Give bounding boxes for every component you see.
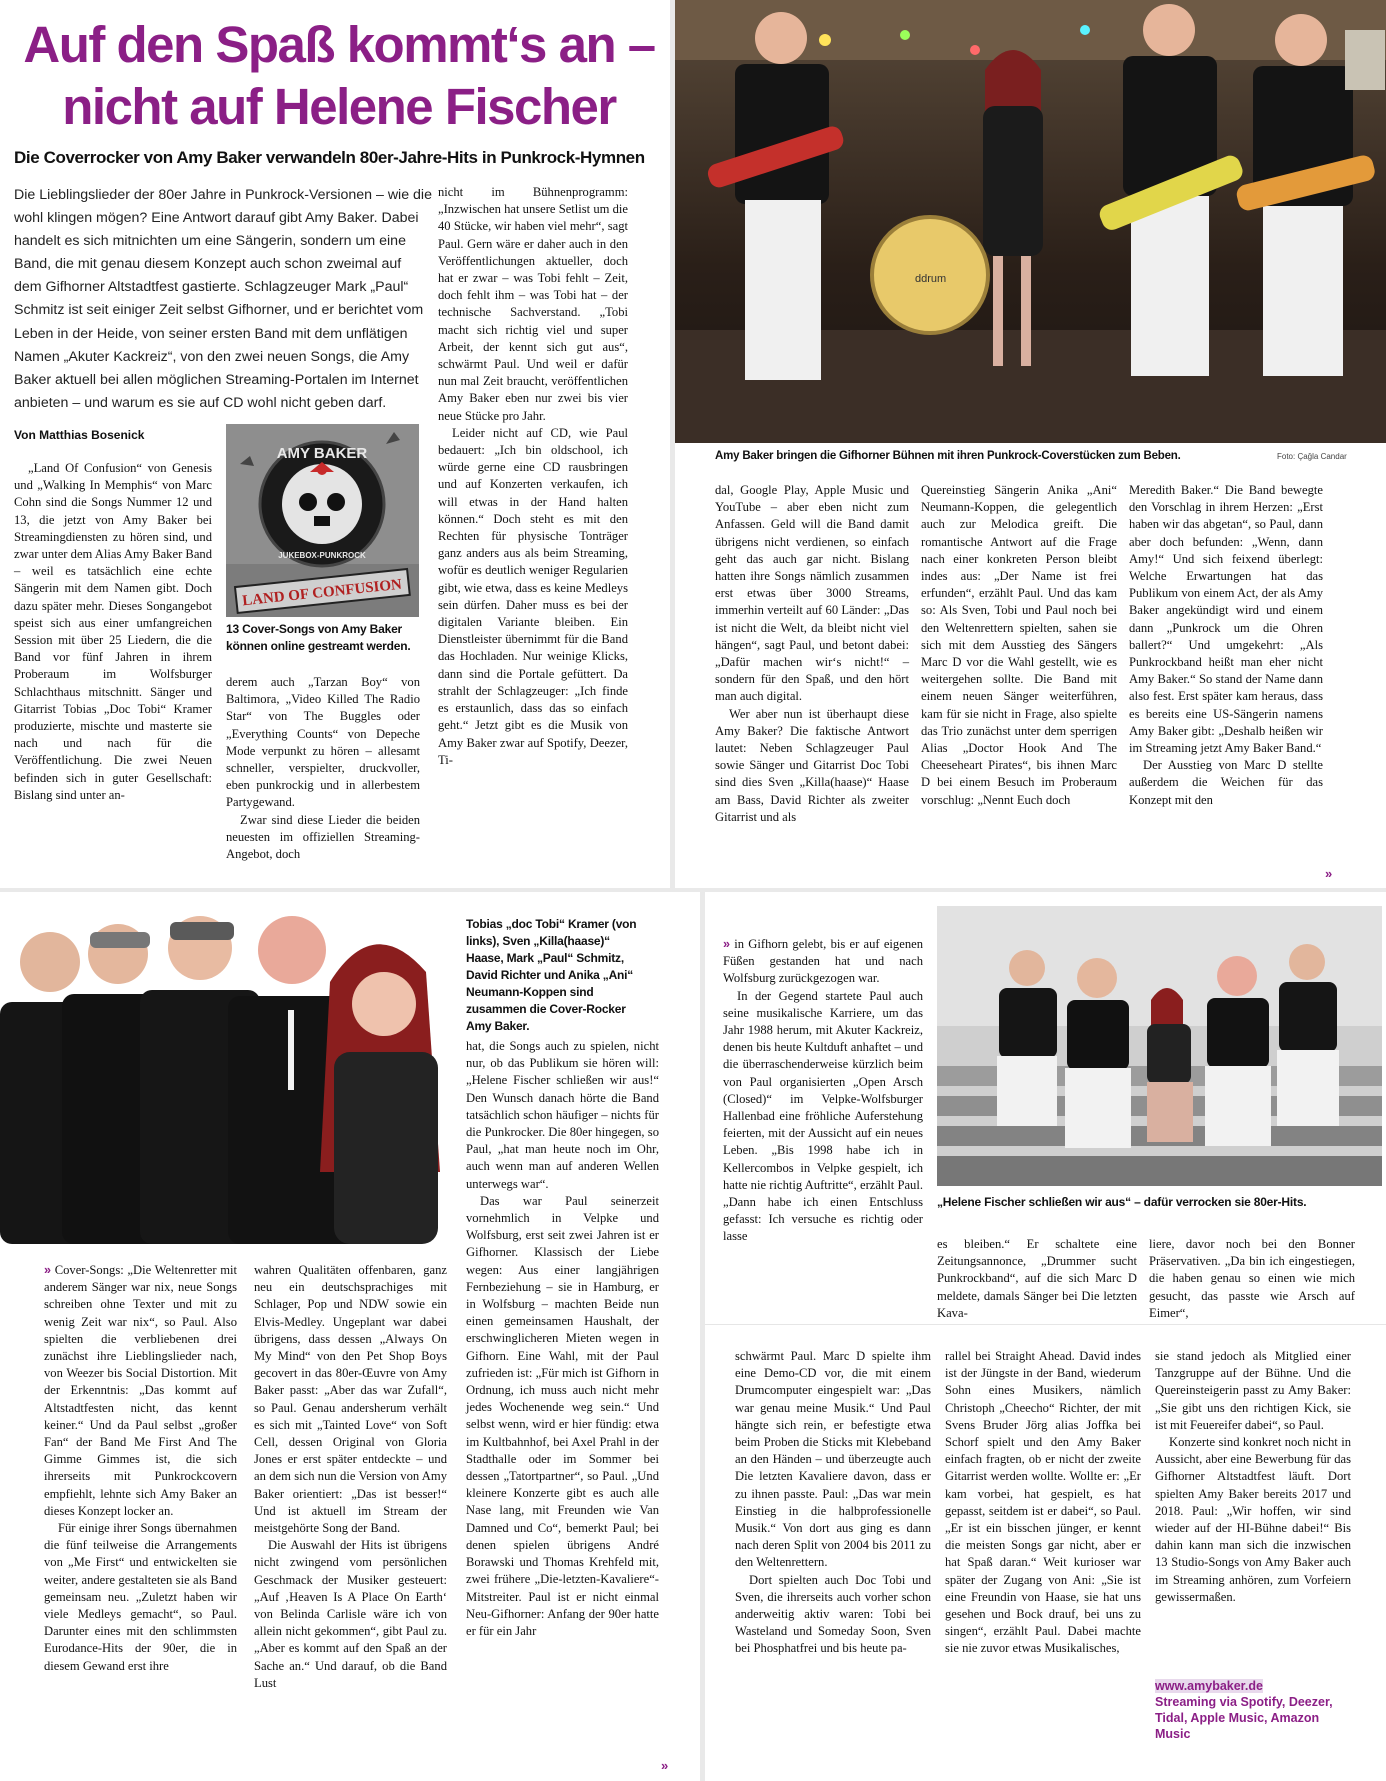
concert-photo-caption: Amy Baker bringen die Gifhorner Bühnen mit ihren Punkrock-Coverstücken zum Beben. <box>715 450 1181 462</box>
album-band-text: AMY BAKER <box>276 445 368 462</box>
paragraph: schwärmt Paul. Marc D spielte ihm eine Demo-CD vor, die mit einem Drumcomputer eingespielt war: „Das war genau meine Musik.“ Und Paul hängte sich rein, er befestigte etwa beim Proben die Sticks mit Klebeband an den Händen – und überzeugte auch Die letzten Kavaliere davon, dass er zu ihnen passte. Paul: „Das war mein Einstieg in die halbprofessionelle Musik.“ Von dort aus ging es dann nach deren Split von 2004 bis 2011 zu den Weltenrettern. <box>735 1349 931 1570</box>
paragraph: nicht im Bühnenprogramm: „Inzwischen hat unsere Setlist um die 40 Stücke, wir haben viel mehr“, sagt Paul. Gern wäre er daher auch in den Veröffentlichungen aktueller, doch hat er zwar – was Tobi fehlt – Zeit, doch fehlt ihm – was Tobi hat – der technische Sachverstand. „Tobi macht sich richtig viel und super Arbeit, der kennt sich gut aus“, schwärmt Paul. Und weil er dafür nun mal Zeit braucht, veröffentlichen Amy Baker eben nur zwei bis vier neue Stücke pro Jahr. <box>438 185 628 423</box>
paragraph: wahren Qualitäten offenbaren, ganz neu ein deutschsprachiges mit Schlager, Pop und NDW sowie ein Elvis-Medley. Ungeplant war dabei übrigens, dass dessen „Always On My Mind“ von den Pet Shop Boys gecovert in das 80er-Œuvre von Amy Baker passt: „Aber das war Zufall“, so Paul. Genau andersherum verhält es sich mit „Tainted Love“ von Soft Cell, dessen Original von Gloria Jones er erst später entdeckte – und an dem sich nun die Version von Amy Baker orientiert: „Das ist besser!“ Und ist aktuell im Stream der meistgehörte Song der Band. <box>254 1263 447 1536</box>
p4-column-2 <box>937 1236 1137 1320</box>
website-link[interactable]: www.amybaker.de <box>1155 1679 1263 1693</box>
p4-column-3 <box>1149 1236 1355 1320</box>
band-stairs-photo <box>937 906 1382 1186</box>
band-portrait-caption: Tobias „doc Tobi“ Kramer (von links), Sven „Killa(haase)“ Haase, Mark „Paul“ Schmitz, David Richter und Anika „Ani“ Neumann-Koppen sind zusammen die Cover-Rocker Amy Baker. <box>466 917 637 1033</box>
start-arrow: » <box>44 1263 52 1277</box>
photo-credit: Foto: Çağla Candar <box>1277 452 1347 461</box>
album-cover-image <box>226 424 419 617</box>
p4-column-4 <box>735 1348 931 1781</box>
paragraph: Konzerte sind konkret noch nicht in Aussicht, aber eine Bewerbung für das Gifhorner Altstadtfest läuft. Dort spielten Amy Baker bereits 2017 und 2018. Paul: „Wir hoffen, wir sind wieder auf der HI-Bühne dabei!“ Bis dahin kann man sich die inzwischen 13 Studio-Songs von Amy Baker auch im Streaming anhören, zum Vorfeiern gewissermaßen. <box>1155 1435 1351 1604</box>
headline <box>14 14 664 138</box>
concert-photo <box>675 0 1386 443</box>
p2-column-3 <box>1129 482 1323 888</box>
paragraph <box>723 936 923 988</box>
start-arrow: » <box>723 937 731 951</box>
album-caption: 13 Cover-Songs von Amy Baker können online gestreamt werden. <box>226 622 411 653</box>
paragraph: Für einige ihrer Songs übernahmen die fünf teilweise die Arrangements von „Me First“ und entwickelten sie weiter, andere gestalteten sie als Band gemeinsam neu. „Zuletzt haben wir viele Medleys gemacht“, so Paul. Darunter eines mit den schlimmsten Eurodance-Hits der 90er, die in diesem Gewand erst ihre <box>44 1521 237 1673</box>
paragraph: In der Gegend startete Paul auch seine musikalische Karriere, um das Jahr 1988 herum, mit Akuter Kackreiz, denen bis heute Kultduft anhaftet – und die überraschenderweise kürzlich beim von Paul organisierten „Open Arsch (Closed)“ im Velpke-Wolfsburger Hallenbad eine fröhliche Auferstehung feierten, mit der Aussicht auf ein neues Leben. „Bis 1998 habe ich in Kellercombos in Velpke gespielt, ich hatte nie richtig Auftritte“, erzählt Paul. „Dann habe ich einen Entschluss gefasst: Ich versuche es richtig oder lasse <box>723 988 923 1244</box>
p2-column-2 <box>921 482 1117 888</box>
concert-photo-graphic <box>675 0 1386 443</box>
p4-column-6 <box>1155 1348 1351 1674</box>
continue-arrow: » <box>661 1758 669 1773</box>
paragraph: Leider nicht auf CD, wie Paul bedauert: „Ich bin oldschool, ich würde gerne eine CD rausbringen und auf Konzerten verkaufen, ich will etwas in der Hand halten können.“ Doch steht es mit den Rechten für physische Tonträger ganz anders aus als beim Streaming, wofür es deutlich weniger Regularien gibt, wie etwa, dass es keine Medleys sein dürfen. Daher muss es bei der digitalen Variante bleiben. Ein Dienstleister übernimmt für die Band das Hochladen. Nur weinige Klicks, dann sind die Portale gefüttert. Da strahlt der Schlagzeuger: „Ich finde es erstaunlich, dass das so einfach geht.“ Jetzt gibt es die Musik von Amy Baker zwar auf Spotify, Deezer, Ti- <box>438 425 628 767</box>
headline-line-1: Auf den Spaß kommt‘s an – <box>23 16 655 73</box>
headline-line-2: nicht auf Helene Fischer <box>62 78 616 135</box>
p3-column-3 <box>466 1038 659 1781</box>
paragraph: Quereinstieg Sängerin Anika „Ani“ Neumann-Koppen, die gelegentlich auch zur Melodica greift. Die romantische Antwort auf die Frage nach einer konkreten Person bleibt indes aus: „Der Name ist frei erfunden“, erzählt Paul. Und das kam so: Als Sven, Tobi und Paul noch bei den Weltenrettern spielten, sahen sie sich mit dem Ausstieg des Sängers Marc D vor die Wahl gestellt, wie es weitergehen sollte. Die Band mit einem neuen Sänger weiterführen, kam für sie nicht in Frage, also spielte das Trio zunächst unter dem sperrigen Alias „Doctor Hook And The Cheeseheart Pirates“, bis ihnen Marc D bei einem Besuch im Proberaum vorschlug: „Nennt Euch doch <box>921 483 1117 807</box>
continue-arrow: » <box>1325 866 1333 881</box>
weblink-box <box>1155 1678 1355 1742</box>
paragraph: Der Ausstieg von Marc D stellte außerdem die Weichen für das Konzept mit den <box>1129 758 1323 807</box>
paragraph: Die Auswahl der Hits ist übrigens nicht zwingend vom persönlichen Geschmack der Musiker gesteuert: „Auf ‚Heaven Is A Place On Earth‘ von Belinda Carlisle wäre ich von allein nicht gekommen“, gibt Paul zu. „Aber es kommt auf den Spaß an der Sache an.“ Und darauf, ob die Band Lust <box>254 1538 447 1690</box>
paragraph: Das war Paul seinerzeit vornehmlich in Velpke und Wolfsburg, erst seit zwei Jahren ist er Gifhorner. Klassisch der Liebe wegen: Aus einer langjährigen Fernbeziehung – sie in Hamburg, er in Wolfsburg – machten Beide nun einen gemeinsamen Haushalt, der erschwinglicheren Mieten wegen in Gifhorn. Eine Wahl, mit der Paul zufrieden ist: „Für mich ist Gifhorn in Ordnung, ich muss auch nicht mehr jedes Wochenende weg sein.“ Und selbst wenn, wird er hier fündig: etwa im Kultbahnhof, bei Axel Prahl in der Stadthalle oder im Sommer bei dessen „Tatortpartner“, so Paul. „Und kleinere Konzerte gibt es auch alle Nase lang, mit Freunden wie Van Damned und Co“, bemerkt Paul; bei denen spielen übrigens André Borawski und Thomas Krehfeld mit, zwei frühere „Die-letzten-Kavaliere“-Mitstreiter. Paul ist er nicht einmal Neu-Gifhorner: Anfang der 90er hatte er für ein Jahr <box>466 1193 659 1638</box>
paragraph: es bleiben.“ Er schaltete eine Zeitungsannonce, „Drummer sucht Punkrockband“, auf die sich Marc D meldete, damals Sänger bei Die letzten Kava- <box>937 1237 1137 1320</box>
paragraph: hat, die Songs auch zu spielen, nicht nur, ob das Publikum sie hören will: „Helene Fischer schließen wir aus!“ Den Wunsch danach hörte die Band tatsächlich schon häufiger – nichts für die Punkrocker. Die 80er hingegen, so Paul, „hat man heute noch im Ohr, auch wenn man auf anderen Wellen unterwegs war“. <box>466 1039 659 1191</box>
p3-column-2 <box>254 1262 447 1781</box>
album-subtitle-text: JUKEBOX-PUNKROCK <box>278 551 366 560</box>
paragraph: rallel bei Straight Ahead. David indes ist der Jüngste in der Band, wiederum Sohn eines Musikers, nämlich Christoph „Cheecho“ Richter, der mit Svens Bruder Jörg alias Joffka bei Schorf spielt und den Amy Baker einfach fragten, ob er nicht der zweite Gitarrist werden wollte. Wollte er: „Er kam vorbei, hat gespielt, es hat gepasst, seitdem ist er dabei“, so Paul. „Er ist ein bisschen jünger, er kennt die meisten Songs gar nicht, aber er hat Spaß daran.“ Weit kurioser war später der Zugang von Ani: „Sie ist eine Freundin von Haase, sie hat uns gesehen und Bock drauf, bei uns zu singen“, erzählt Paul. Dabei machte sie nie zuvor etwas Musikalisches, <box>945 1349 1141 1656</box>
p1-column-1 <box>14 460 212 886</box>
paragraph-text: in Gifhorn gelebt, bis er auf eigenen Füßen gestanden hat und nach Wolfsburg zurückgezogen war. <box>723 937 923 986</box>
page-top-right <box>675 0 1386 888</box>
paragraph: „Land Of Confusion“ von Genesis und „Walking In Memphis“ von Marc Cohn sind die Songs Nummer 12 und 13, die jetzt von Amy Baker bei Streamingdiensten zu hören sind, und zwar unter dem Alias Amy Baker Band – weil es tatsächlich eine echte Sängerin mit dem Namen gibt. Doch dazu später mehr. Dieses Songangebot speist sich aus einer umfangreichen Session mit über 25 Liedern, die die Band vor fünf Jahren in ihrem Proberaum im Wolfsburger Schlachthaus mitschnitt. Sänger und Gitarrist Tobias „Doc Tobi“ Kramer produzierte, mischte und masterte sie nach und nach für die Veröffentlichung. Die zwei Neuen befinden sich in guter Gesellschaft: Bislang sind unter an- <box>14 461 212 802</box>
member-5 <box>320 944 440 1244</box>
page-top-left <box>0 0 670 888</box>
p2-column-1 <box>715 482 909 888</box>
paragraph: liere, davor noch bei den Bonner Präservativen. „Da bin ich eingestiegen, die haben genau so einen wie mich gesucht, das passte wie Arsch auf Eimer“, <box>1149 1237 1355 1320</box>
divider <box>705 1324 1386 1325</box>
p1-column-3 <box>438 184 628 886</box>
byline: Von Matthias Bosenick <box>14 428 145 442</box>
drum-logo-text: ddrum <box>915 273 947 285</box>
paragraph: dal, Google Play, Apple Music und YouTube – aber eben nicht zum Anfassen. Geld will die Band damit übrigens nicht verdienen, so einfach geht das auch gar nicht. Bislang hatten ihre Songs nämlich zusammen erst etwas über 3000 Streams, immerhin verteilt auf 60 Länder: „Das ist nicht die Welt, da bleibt nicht viel hängen“, sagt Paul, und betont dabei: „Dafür machen wir‘s nicht!“ – sondern für den Spaß, und den hört man auch digital. <box>715 483 909 704</box>
band-portrait-graphic <box>0 892 448 1244</box>
paragraph: Zwar sind diese Lieder die beiden neuesten im offiziellen Streaming-Angebot, doch <box>226 812 420 862</box>
streaming-info: Streaming via Spotify, Deezer, Tidal, Apple Music, Amazon Music <box>1155 1695 1333 1741</box>
p4-column-5 <box>945 1348 1141 1781</box>
page-bottom-right <box>705 892 1386 1781</box>
intro-paragraph: Die Lieblingslieder der 80er Jahre in Punkrock-Versionen – wie die wohl klingen mögen? Eine Antwort darauf gibt Amy Baker. Dabei handelt es sich mitnichten um eine Sängerin, sondern um eine Band, die mit genau diesem Konzept auch schon zweimal auf dem Gifhorner Altstadtfest gastierte. Schlagzeuger Mark „Paul“ Schmitz ist seit einiger Zeit selbst Gifhorner, und er berichtet vom Leben in der Heide, von seiner ersten Band mit dem unflätigen Namen „Akuter Kackreiz“, von den zwei neuen Songs, die Amy Baker aktuell bei allen möglichen Streaming-Portalen im Internet anbieten – und warum es sie auf CD wohl nicht geben darf. <box>14 187 432 411</box>
paragraph: Dort spielten auch Doc Tobi und Sven, die ihrerseits auch vorher schon anderweitig aktiv waren: Tobi bei Wasteland und Someday Soon, Sven bei Phosphatfrei und bis heute pa- <box>735 1572 931 1656</box>
subheadline: Die Coverrocker von Amy Baker verwandeln 80er-Jahre-Hits in Punkrock-Hymnen <box>14 148 645 167</box>
paragraph: derem auch „Tarzan Boy“ von Baltimora, „Video Killed The Radio Star“ von The Buggles oder „Everything Counts“ von Depeche Mode verpunkt zu hören – allesamt schneller, verspielter, druckvoller, eben punkrockig und in allerbestem Partygewand. <box>226 675 420 810</box>
p4-column-1 <box>723 936 923 1244</box>
page-bottom-left <box>0 892 700 1781</box>
paragraph: Meredith Baker.“ Die Band bewegte den Vorschlag in ihrem Herzen: „Erst haben wir das abgetan“, so Paul, dann aber doch befunden: „Wenn, dann Amy!“ Und sich feixend überlegt: Welche Erwartungen hat das Publikum von einem Act, der als Amy Baker angekündigt wird und einem dann „Punkrock um die Ohren ballert?“ Und umgekehrt: „Als Punkrockband heißt man eher nicht Amy Baker.“ So stand der Name dann also fest. Erst später kam heraus, dass es bereits eine US-Sängerin namens Amy Baker gibt: „Deshalb heißen wir im Streaming jetzt Amy Baker Band.“ <box>1129 483 1323 756</box>
paragraph: Wer aber nun ist überhaupt diese Amy Baker? Die faktische Antwort lautet: Neben Schlagzeuger Paul sowie Sänger und Gitarrist Doc Tobi sind dies Sven „Killa(haase)“ Haase am Bass, David Richter als zweiter Gitarrist und als <box>715 706 909 824</box>
band-stairs-graphic <box>937 906 1382 1186</box>
album-song-text: LAND OF CONFUSION <box>241 576 403 610</box>
paragraph <box>44 1262 237 1520</box>
band-stairs-caption: „Helene Fischer schließen wir aus“ – dafür verrocken sie 80er-Hits. <box>937 1195 1307 1209</box>
paragraph: sie stand jedoch als Mitglied einer Tanzgruppe auf der Bühne. Und die Quereinsteigerin passt zu Amy Baker: „Sie gibt uns den richtigen Kick, sie ist mit Feuereifer dabei“, so Paul. <box>1155 1349 1351 1432</box>
band-portrait-photo <box>0 892 448 1244</box>
p3-column-1 <box>44 1262 237 1781</box>
album-cover-graphic <box>226 424 419 617</box>
paragraph-text: Cover-Songs: „Die Weltenretter mit anderem Sänger war nix, neue Songs schreiben ohne Texter und mit zu wenig Zeit war nix“, so Paul. Also spielten die verbliebenen drei zunächst ihre Lieblingslieder nach, von Weezer bis Social Distortion. Mit der Erkenntnis: „Das kommt auf Altstadtfesten nicht, das kennt keiner.“ Und da Paul selbst „großer Fan“ der Band Me First And The Gimme Gimmes ist, die sich ihrerseits mit Punkrockcovern empfiehlt, lehnte sich Amy Baker an dieses Konzept locker an. <box>44 1263 237 1518</box>
p1-column-2 <box>226 674 420 886</box>
